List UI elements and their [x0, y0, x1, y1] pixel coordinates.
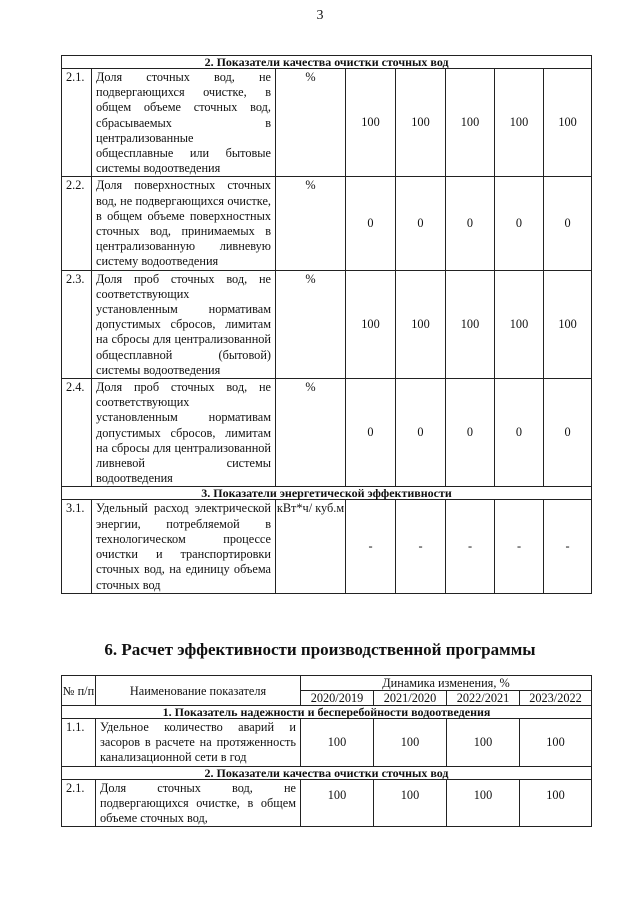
- table-row: [62, 177, 592, 270]
- row-number: 3.1.: [62, 500, 92, 593]
- indicator-name: Удельный расход электрической энергии, потребляемой в технологическом процессе очистки и транспортировки сточных вод, на единицу объема сточных вод: [92, 500, 276, 593]
- section-title-2: 2. Показатели качества очистки сточных вод: [62, 56, 592, 69]
- indicator-name: Доля поверхностных сточных вод, не подвергающихся очистке, в общем объеме поверхностных сточных вод, принимаемых в централизованную ливневую систему водоотведения: [92, 177, 276, 270]
- row-number: 2.4.: [62, 379, 92, 487]
- value-cell: 100: [544, 69, 592, 177]
- section-title-3: 3. Показатели энергетической эффективности: [62, 487, 592, 500]
- efficiency-calculation-table: [61, 675, 592, 827]
- table-row: [62, 500, 592, 593]
- table-row: [62, 69, 592, 177]
- value-cell: 0: [495, 379, 544, 487]
- value-cell: -: [495, 500, 544, 593]
- unit: %: [276, 270, 346, 378]
- table-row: [62, 379, 592, 487]
- row-number: 2.1.: [62, 779, 96, 827]
- indicator-name: Доля проб сточных вод, не соответствующих установленным нормативам допустимых сбросов, лимитам на сбросы для централизованной общесплавной (бытовой) системы водоотведения: [92, 270, 276, 378]
- value-cell: 0: [446, 177, 495, 270]
- value-cell: 100: [374, 779, 447, 827]
- year-header: 2021/2020: [374, 691, 447, 706]
- indicator-name: Удельное количество аварий и засоров в расчете на протяженность канализационной сети в год: [96, 719, 301, 767]
- value-cell: 0: [396, 379, 446, 487]
- value-cell: 0: [396, 177, 446, 270]
- row-number: 2.2.: [62, 177, 92, 270]
- unit: %: [276, 379, 346, 487]
- section-title-1: 1. Показатель надежности и бесперебойности водоотведения: [62, 706, 592, 719]
- value-cell: 0: [446, 379, 495, 487]
- row-number: 2.3.: [62, 270, 92, 378]
- value-cell: 100: [301, 779, 374, 827]
- quality-indicators-table: [61, 55, 592, 594]
- row-number: 2.1.: [62, 69, 92, 177]
- value-cell: 100: [396, 270, 446, 378]
- value-cell: 100: [447, 779, 520, 827]
- table-row: [62, 779, 592, 827]
- value-cell: -: [446, 500, 495, 593]
- value-cell: 0: [346, 177, 396, 270]
- column-header-dynamics: Динамика изменения, %: [301, 676, 592, 691]
- unit: кВт*ч/ куб.м: [276, 500, 346, 593]
- year-header: 2023/2022: [520, 691, 592, 706]
- value-cell: 100: [396, 69, 446, 177]
- column-header-name: Наименование показателя: [96, 676, 301, 706]
- value-cell: 100: [374, 719, 447, 767]
- value-cell: 100: [495, 270, 544, 378]
- unit: %: [276, 177, 346, 270]
- table-row: [62, 270, 592, 378]
- year-header: 2022/2021: [447, 691, 520, 706]
- value-cell: 100: [346, 69, 396, 177]
- value-cell: 0: [544, 177, 592, 270]
- value-cell: 100: [520, 719, 592, 767]
- value-cell: 100: [301, 719, 374, 767]
- value-cell: 100: [495, 69, 544, 177]
- value-cell: 100: [446, 69, 495, 177]
- value-cell: 100: [520, 779, 592, 827]
- table-row: [62, 719, 592, 767]
- value-cell: 0: [544, 379, 592, 487]
- section-title-2: 2. Показатели качества очистки сточных вод: [62, 766, 592, 779]
- value-cell: 100: [544, 270, 592, 378]
- value-cell: -: [346, 500, 396, 593]
- row-number: 1.1.: [62, 719, 96, 767]
- value-cell: 0: [495, 177, 544, 270]
- indicator-name: Доля сточных вод, не подвергающихся очистке, в общем объеме сточных вод,: [96, 779, 301, 827]
- value-cell: 100: [447, 719, 520, 767]
- value-cell: -: [544, 500, 592, 593]
- column-header-number: № п/п: [62, 676, 96, 706]
- value-cell: 100: [346, 270, 396, 378]
- page-number: 3: [316, 8, 324, 23]
- year-header: 2020/2019: [301, 691, 374, 706]
- section-6-heading: 6. Расчет эффективности производственной программы: [104, 640, 536, 659]
- value-cell: -: [396, 500, 446, 593]
- unit: %: [276, 69, 346, 177]
- value-cell: 0: [346, 379, 396, 487]
- indicator-name: Доля сточных вод, не подвергающихся очистке, в общем объеме сточных вод, сбрасываемых в централизованные общесплавные или бытовые системы водоотведения: [92, 69, 276, 177]
- value-cell: 100: [446, 270, 495, 378]
- indicator-name: Доля проб сточных вод, не соответствующих установленным нормативам допустимых сбросов, лимитам на сбросы для централизованной ливневой системы водоотведения: [92, 379, 276, 487]
